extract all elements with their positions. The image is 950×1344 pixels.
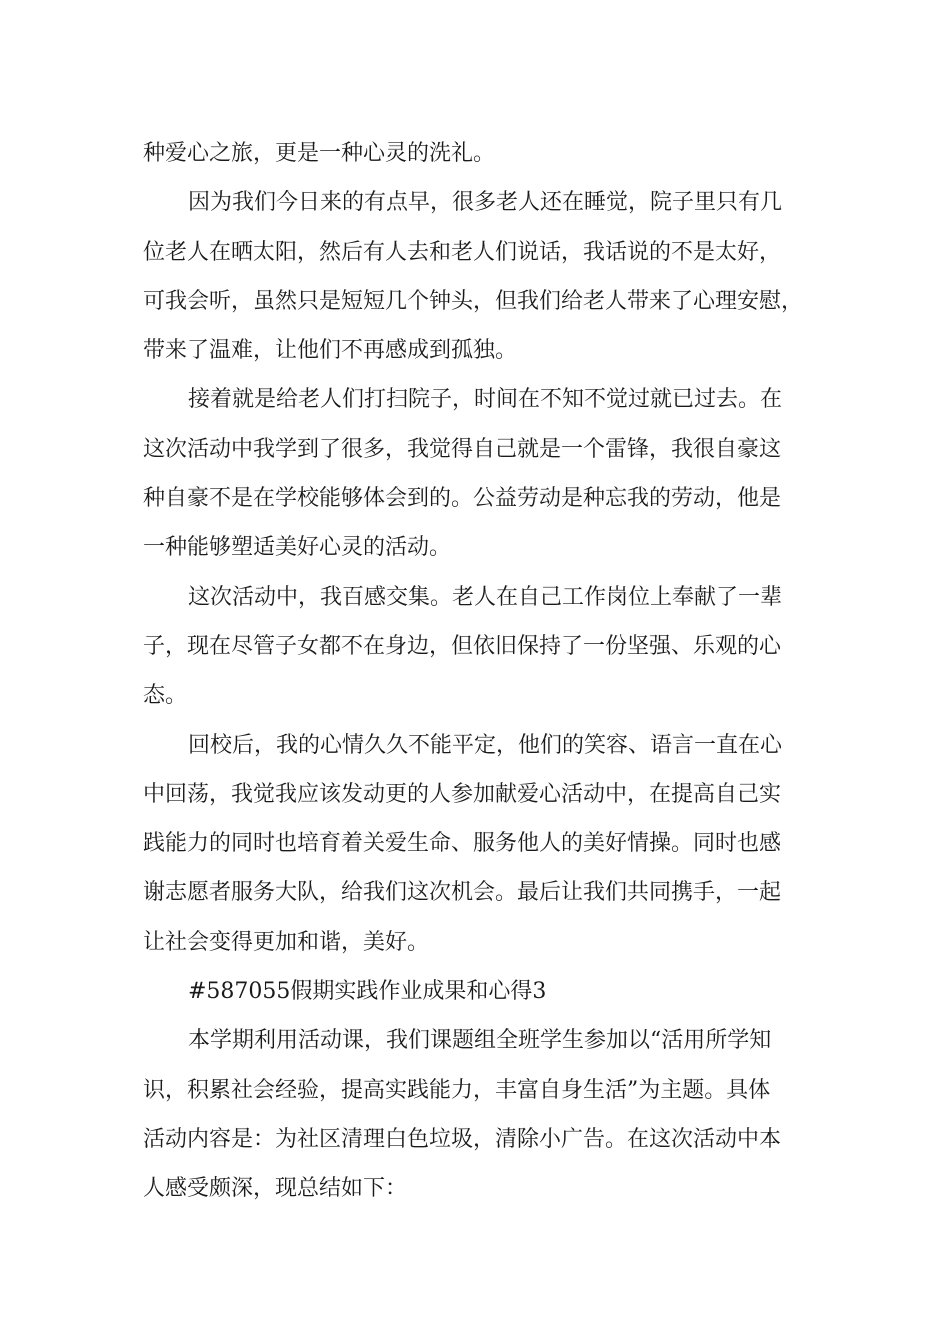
text-line: 本学期利用活动课，我们课题组全班学生参加以“活用所学知 xyxy=(188,1028,772,1054)
text-line: 人感受颇深，现总结如下： xyxy=(143,1176,408,1202)
text-line: 接着就是给老人们打扫院子，时间在不知不觉过就已过去。在 xyxy=(188,387,783,413)
text-line: 一种能够塑适美好心灵的活动。 xyxy=(143,535,452,561)
text-line: 态。 xyxy=(143,683,188,709)
document-body xyxy=(143,129,833,1214)
text-line: 让社会变得更加和谐，美好。 xyxy=(143,929,430,955)
text-line: 回校后，我的心情久久不能平定，他们的笑容、语言一直在心 xyxy=(188,732,783,758)
paragraph-6 xyxy=(143,1016,833,1213)
paragraph-1 xyxy=(143,129,833,178)
heading-line: #587055假期实践作业成果和心得3 xyxy=(188,979,547,1005)
text-line: 位老人在晒太阳，然后有人去和老人们说话，我话说的不是太好， xyxy=(143,239,782,265)
text-line: 因为我们今日来的有点早，很多老人还在睡觉，院子里只有几 xyxy=(188,190,783,216)
text-line: 活动内容是：为社区清理白色垃圾，清除小广告。在这次活动中本 xyxy=(143,1126,782,1152)
text-line: 带来了温难，让他们不再感成到孤独。 xyxy=(143,338,518,364)
text-line: 识，积累社会经验，提高实践能力，丰富自身生活”为主题。具体 xyxy=(143,1077,771,1103)
text-line: 这次活动中，我百感交集。老人在自己工作岗位上奉献了一辈 xyxy=(188,584,783,610)
paragraph-4 xyxy=(143,573,833,721)
text-line: 种自豪不是在学校能够体会到的。公益劳动是种忘我的劳动，他是 xyxy=(143,486,782,512)
text-line: 这次活动中我学到了很多，我觉得自己就是一个雷锋，我很自豪这 xyxy=(143,436,782,462)
text-line: 践能力的同时也培育着关爱生命、服务他人的美好情操。同时也感 xyxy=(143,831,782,857)
text-line: 中回荡，我觉我应该发动更的人参加献爱心活动中，在提高自己实 xyxy=(143,781,782,807)
section-heading xyxy=(143,967,833,1016)
text-line: 子，现在尽管子女都不在身边，但依旧保持了一份坚强、乐观的心 xyxy=(143,633,782,659)
text-line: 种爱心之旅，更是一种心灵的洗礼。 xyxy=(143,141,496,166)
paragraph-3 xyxy=(143,375,833,572)
paragraph-2 xyxy=(143,178,833,375)
text-line: 可我会听，虽然只是短短几个钟头，但我们给老人带来了心理安慰， xyxy=(143,288,804,314)
paragraph-5 xyxy=(143,721,833,967)
text-line: 谢志愿者服务大队，给我们这次机会。最后让我们共同携手，一起 xyxy=(143,880,782,906)
